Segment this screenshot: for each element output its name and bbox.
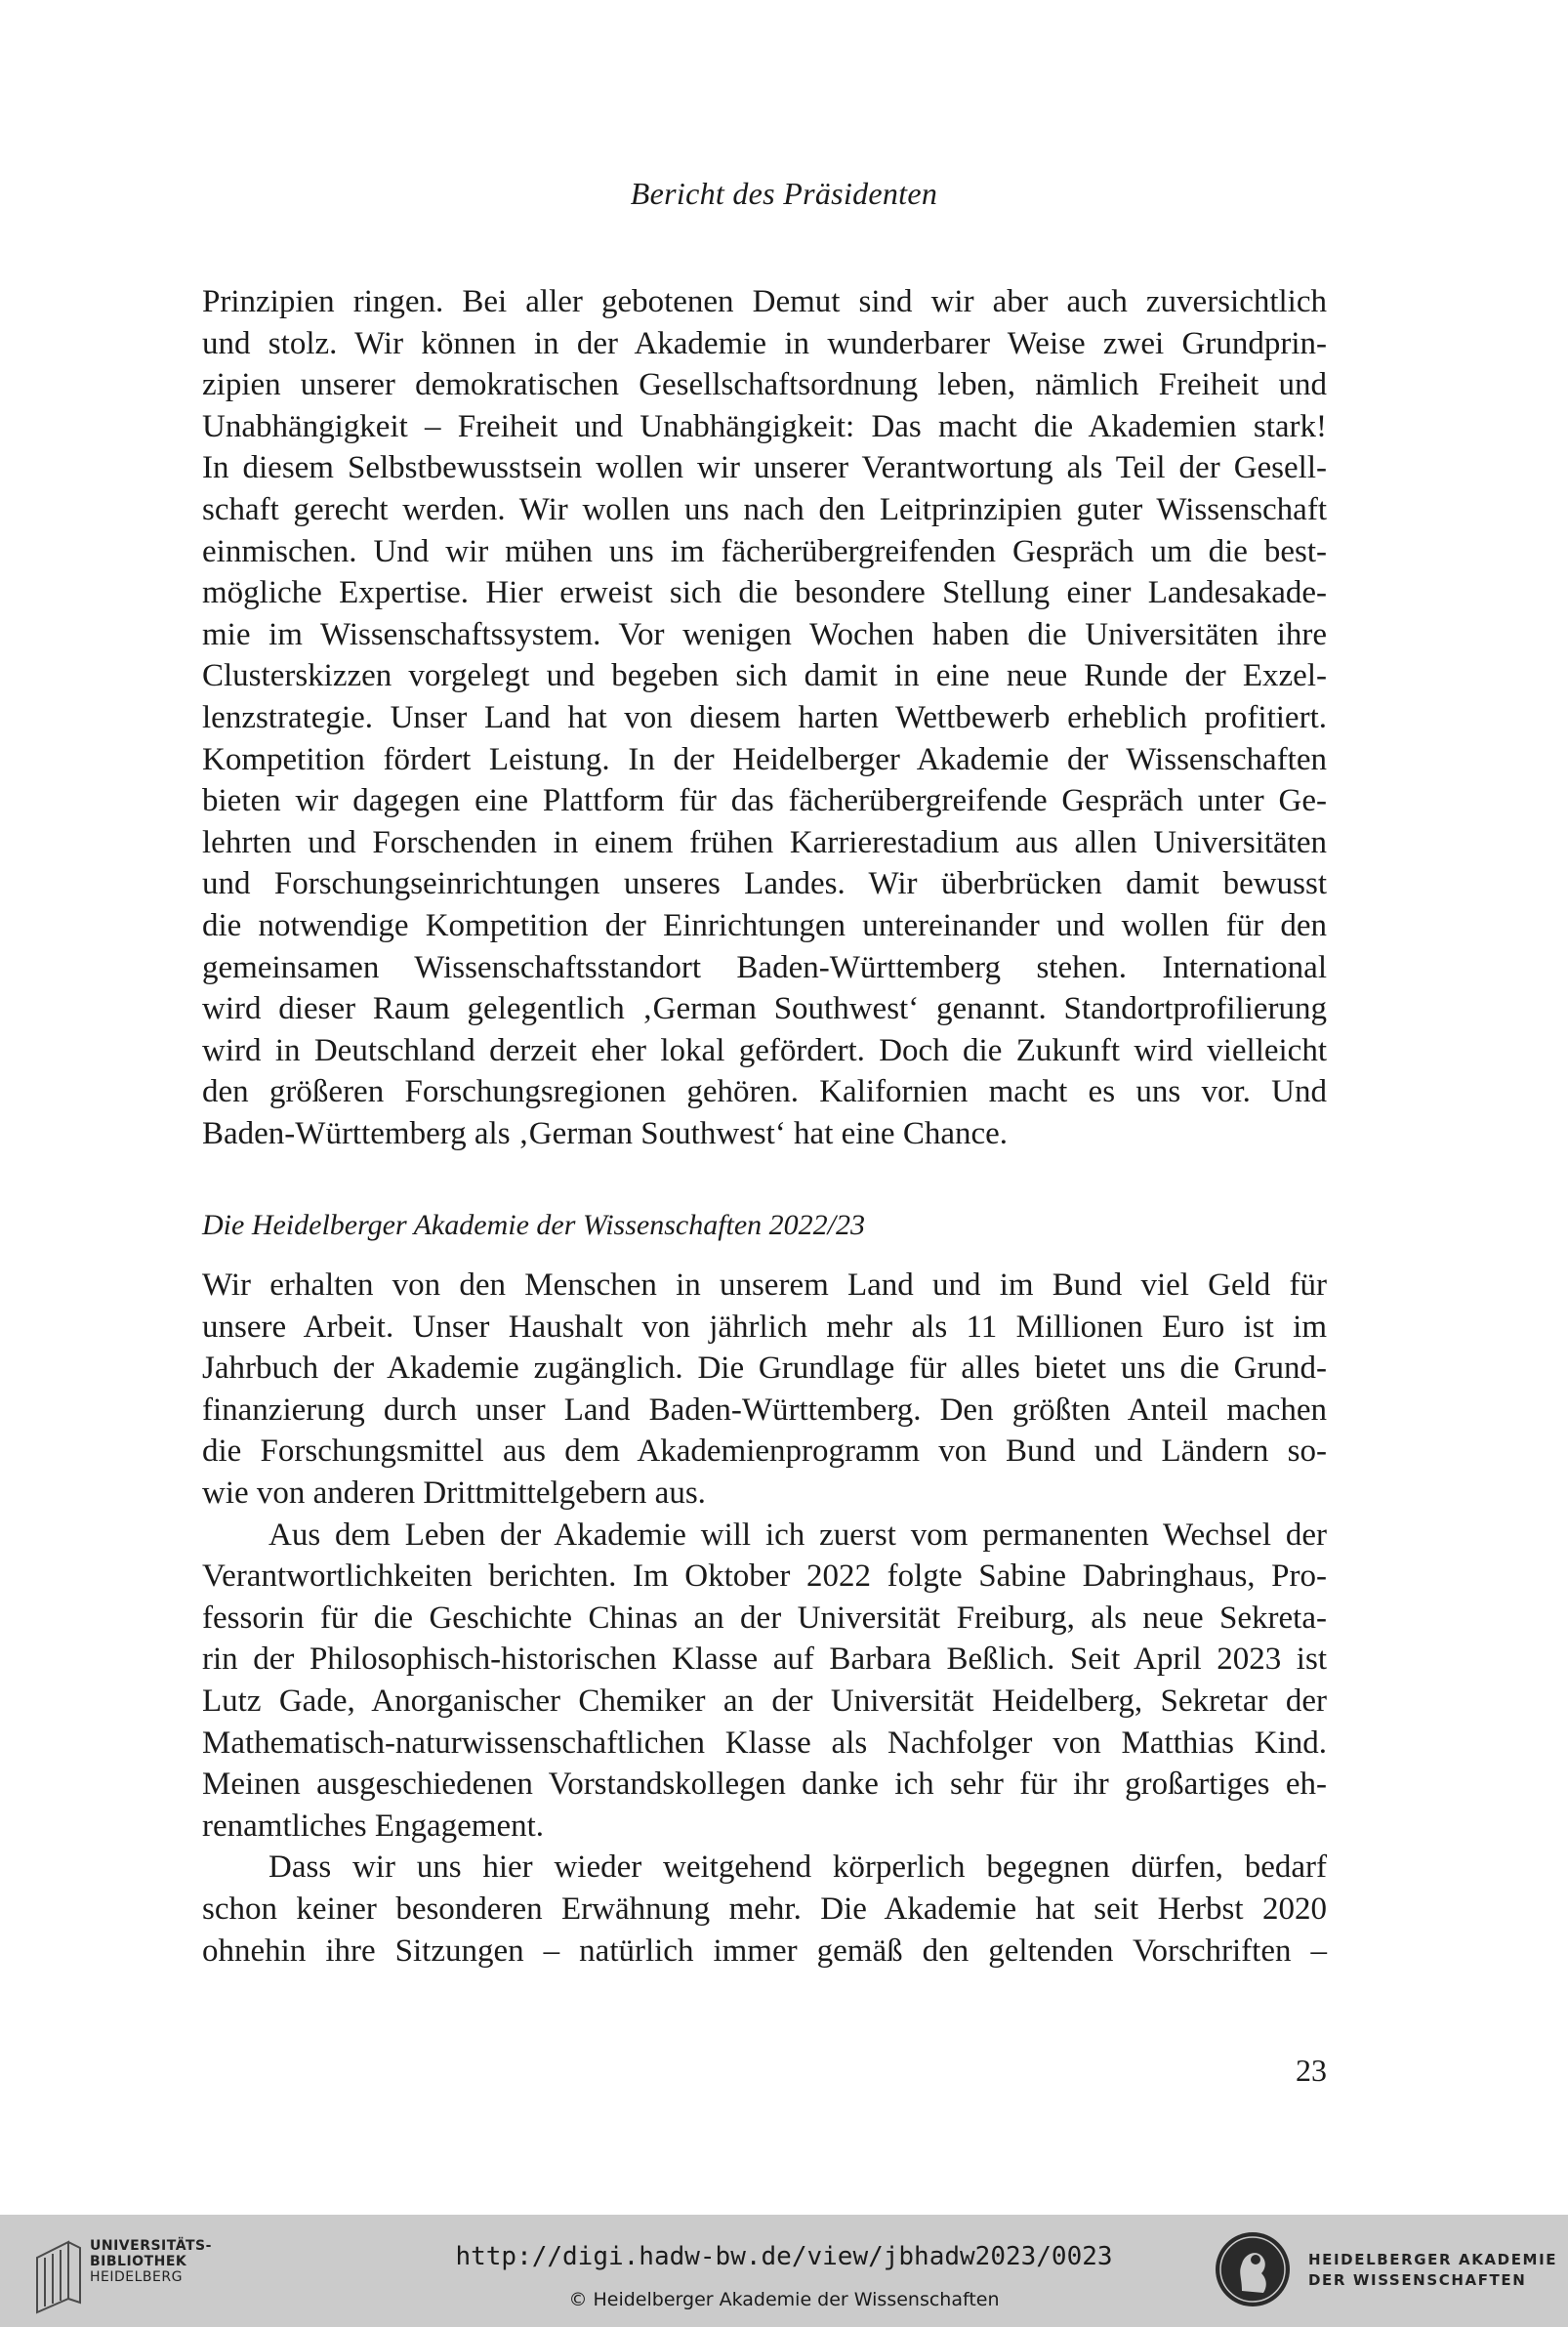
text-line: mögliche Expertise. Hier erweist sich die besondere Stellung einer Landesakade- [202,575,1327,611]
text-line: gemeinsamen Wissenschaftsstandort Baden-Württemberg stehen. International [202,949,1327,985]
text-line: unsere Arbeit. Unser Haushalt von jährlich mehr als 11 Millionen Euro ist im [202,1309,1327,1345]
page-number: 23 [1296,2053,1327,2088]
text-line: die Forschungsmittel aus dem Akademienprogramm von Bund und Ländern so- [202,1434,1327,1470]
text-line: Kompetition fördert Leistung. In der Heidelberger Akademie der Wissenschaften [202,741,1327,777]
text-line: schon keiner besonderen Erwähnung mehr. Die Akademie hat seit Herbst 2020 [202,1891,1327,1927]
text-line: Aus dem Leben der Akademie will ich zuerst vom permanenten Wechsel der [268,1517,1327,1553]
permalink[interactable]: http://digi.hadw-bw.de/view/jbhadw2023/0023 [455,2242,1113,2271]
academy-name [1308,2250,1557,2291]
text-line: Lutz Gade, Anorganischer Chemiker an der Universität Heidelberg, Sekretar der [202,1683,1327,1719]
text-line: Jahrbuch der Akademie zugänglich. Die Grundlage für alles bietet uns die Grund- [202,1350,1327,1387]
text-line: zipien unserer demokratischen Gesellschaftsordnung leben, nämlich Freiheit und [202,367,1327,403]
text-line: Baden-Württemberg als ‚German Southwest‘ hat eine Chance. [202,1115,1009,1151]
text-line: die notwendige Kompetition der Einrichtungen untereinander und wollen für den [202,907,1327,943]
text-line: und Forschungseinrichtungen unseres Landes. Wir überbrücken damit bewusst [202,866,1327,902]
text-line: Verantwortlichkeiten berichten. Im Oktober 2022 folgte Sabine Dabringhaus, Pro- [202,1558,1327,1595]
section-heading: Die Heidelberger Akademie der Wissenschaften 2022/23 [202,1209,866,1241]
running-head: Bericht des Präsidenten [630,176,938,211]
text-line: bieten wir dagegen eine Plattform für das fächerübergreifende Gespräch unter Ge- [202,783,1327,819]
paragraph-1 [202,281,1327,1154]
text-line: mie im Wissenschaftssystem. Vor wenigen Wochen haben die Universitäten ihre [202,616,1327,652]
text-line: rin der Philosophisch-historischen Klasse auf Barbara Beßlich. Seit April 2023 ist [202,1641,1327,1678]
text-line: lenzstrategie. Unser Land hat von diesem harten Wettbewerb erheblich profitiert. [202,699,1327,735]
text-line: lehrten und Forschenden in einem frühen Karrierestadium aus allen Universitäten [202,824,1327,860]
ub-logo-line: UNIVERSITÄTS- [90,2238,212,2254]
text-line: In diesem Selbstbewusstsein wollen wir unserer Verantwortung als Teil der Gesell- [202,450,1327,486]
text-line: renamtliches Engagement. [202,1808,545,1844]
text-line: den größeren Forschungsregionen gehören. Kalifornien macht es uns vor. Und [202,1074,1327,1110]
ub-logo-line: BIBLIOTHEK [90,2254,187,2269]
paragraph-3 [202,1515,1327,1848]
text-line: fessorin für die Geschichte Chinas an der Universität Freiburg, als neue Sekreta- [202,1600,1327,1636]
academy-seal-icon [1213,2226,1293,2312]
text-line: einmischen. Und wir mühen uns im fächerübergreifenden Gespräch um die best- [202,533,1327,569]
paragraph-2 [202,1265,1327,1515]
ub-logo-line: HEIDELBERG [90,2269,183,2285]
text-line: schaft gerecht werden. Wir wollen uns nach den Leitprinzipien guter Wissenschaft [202,491,1327,527]
text-line: Prinzipien ringen. Bei aller gebotenen Demut sind wir aber auch zuversichtlich [202,284,1327,319]
paragraph-4 [202,1847,1327,1972]
text-line: Clusterskizzen vorgelegt und begeben sich damit in eine neue Runde der Exzel- [202,658,1327,694]
text-line: Dass wir uns hier wieder weitgehend körperlich begegnen dürfen, bedarf [268,1849,1327,1886]
text-line: und stolz. Wir können in der Akademie in wunderbarer Weise zwei Grundprin- [202,325,1327,361]
text-line: Mathematisch-naturwissenschaftlichen Klasse als Nachfolger von Matthias Kind. [202,1724,1327,1761]
text-line: wird dieser Raum gelegentlich ‚German Southwest‘ genannt. Standortprofilierung [202,991,1327,1027]
text-line: Meinen ausgeschiedenen Vorstandskollegen danke ich sehr für ihr großartiges eh- [202,1766,1327,1803]
text-line: ohnehin ihre Sitzungen – natürlich immer gemäß den geltenden Vorschriften – [202,1932,1327,1969]
text-line: Unabhängigkeit – Freiheit und Unabhängigkeit: Das macht die Akademien stark! [202,408,1327,444]
academy-logo-line: HEIDELBERGER AKADEMIE [1308,2251,1558,2268]
text-line: finanzierung durch unser Land Baden-Württemberg. Den größten Anteil machen [202,1392,1327,1428]
footer-band [0,2215,1568,2327]
text-line: Wir erhalten von den Menschen in unserem Land und im Bund viel Geld für [202,1267,1327,1303]
academy-logo-line: DER WISSENSCHAFTEN [1308,2271,1527,2289]
copyright-notice: © Heidelberger Akademie der Wissenschaften [568,2289,1000,2310]
text-line: wird in Deutschland derzeit eher lokal gefördert. Doch die Zukunft wird vielleicht [202,1032,1327,1068]
text-line: wie von anderen Drittmittelgebern aus. [202,1475,706,1511]
